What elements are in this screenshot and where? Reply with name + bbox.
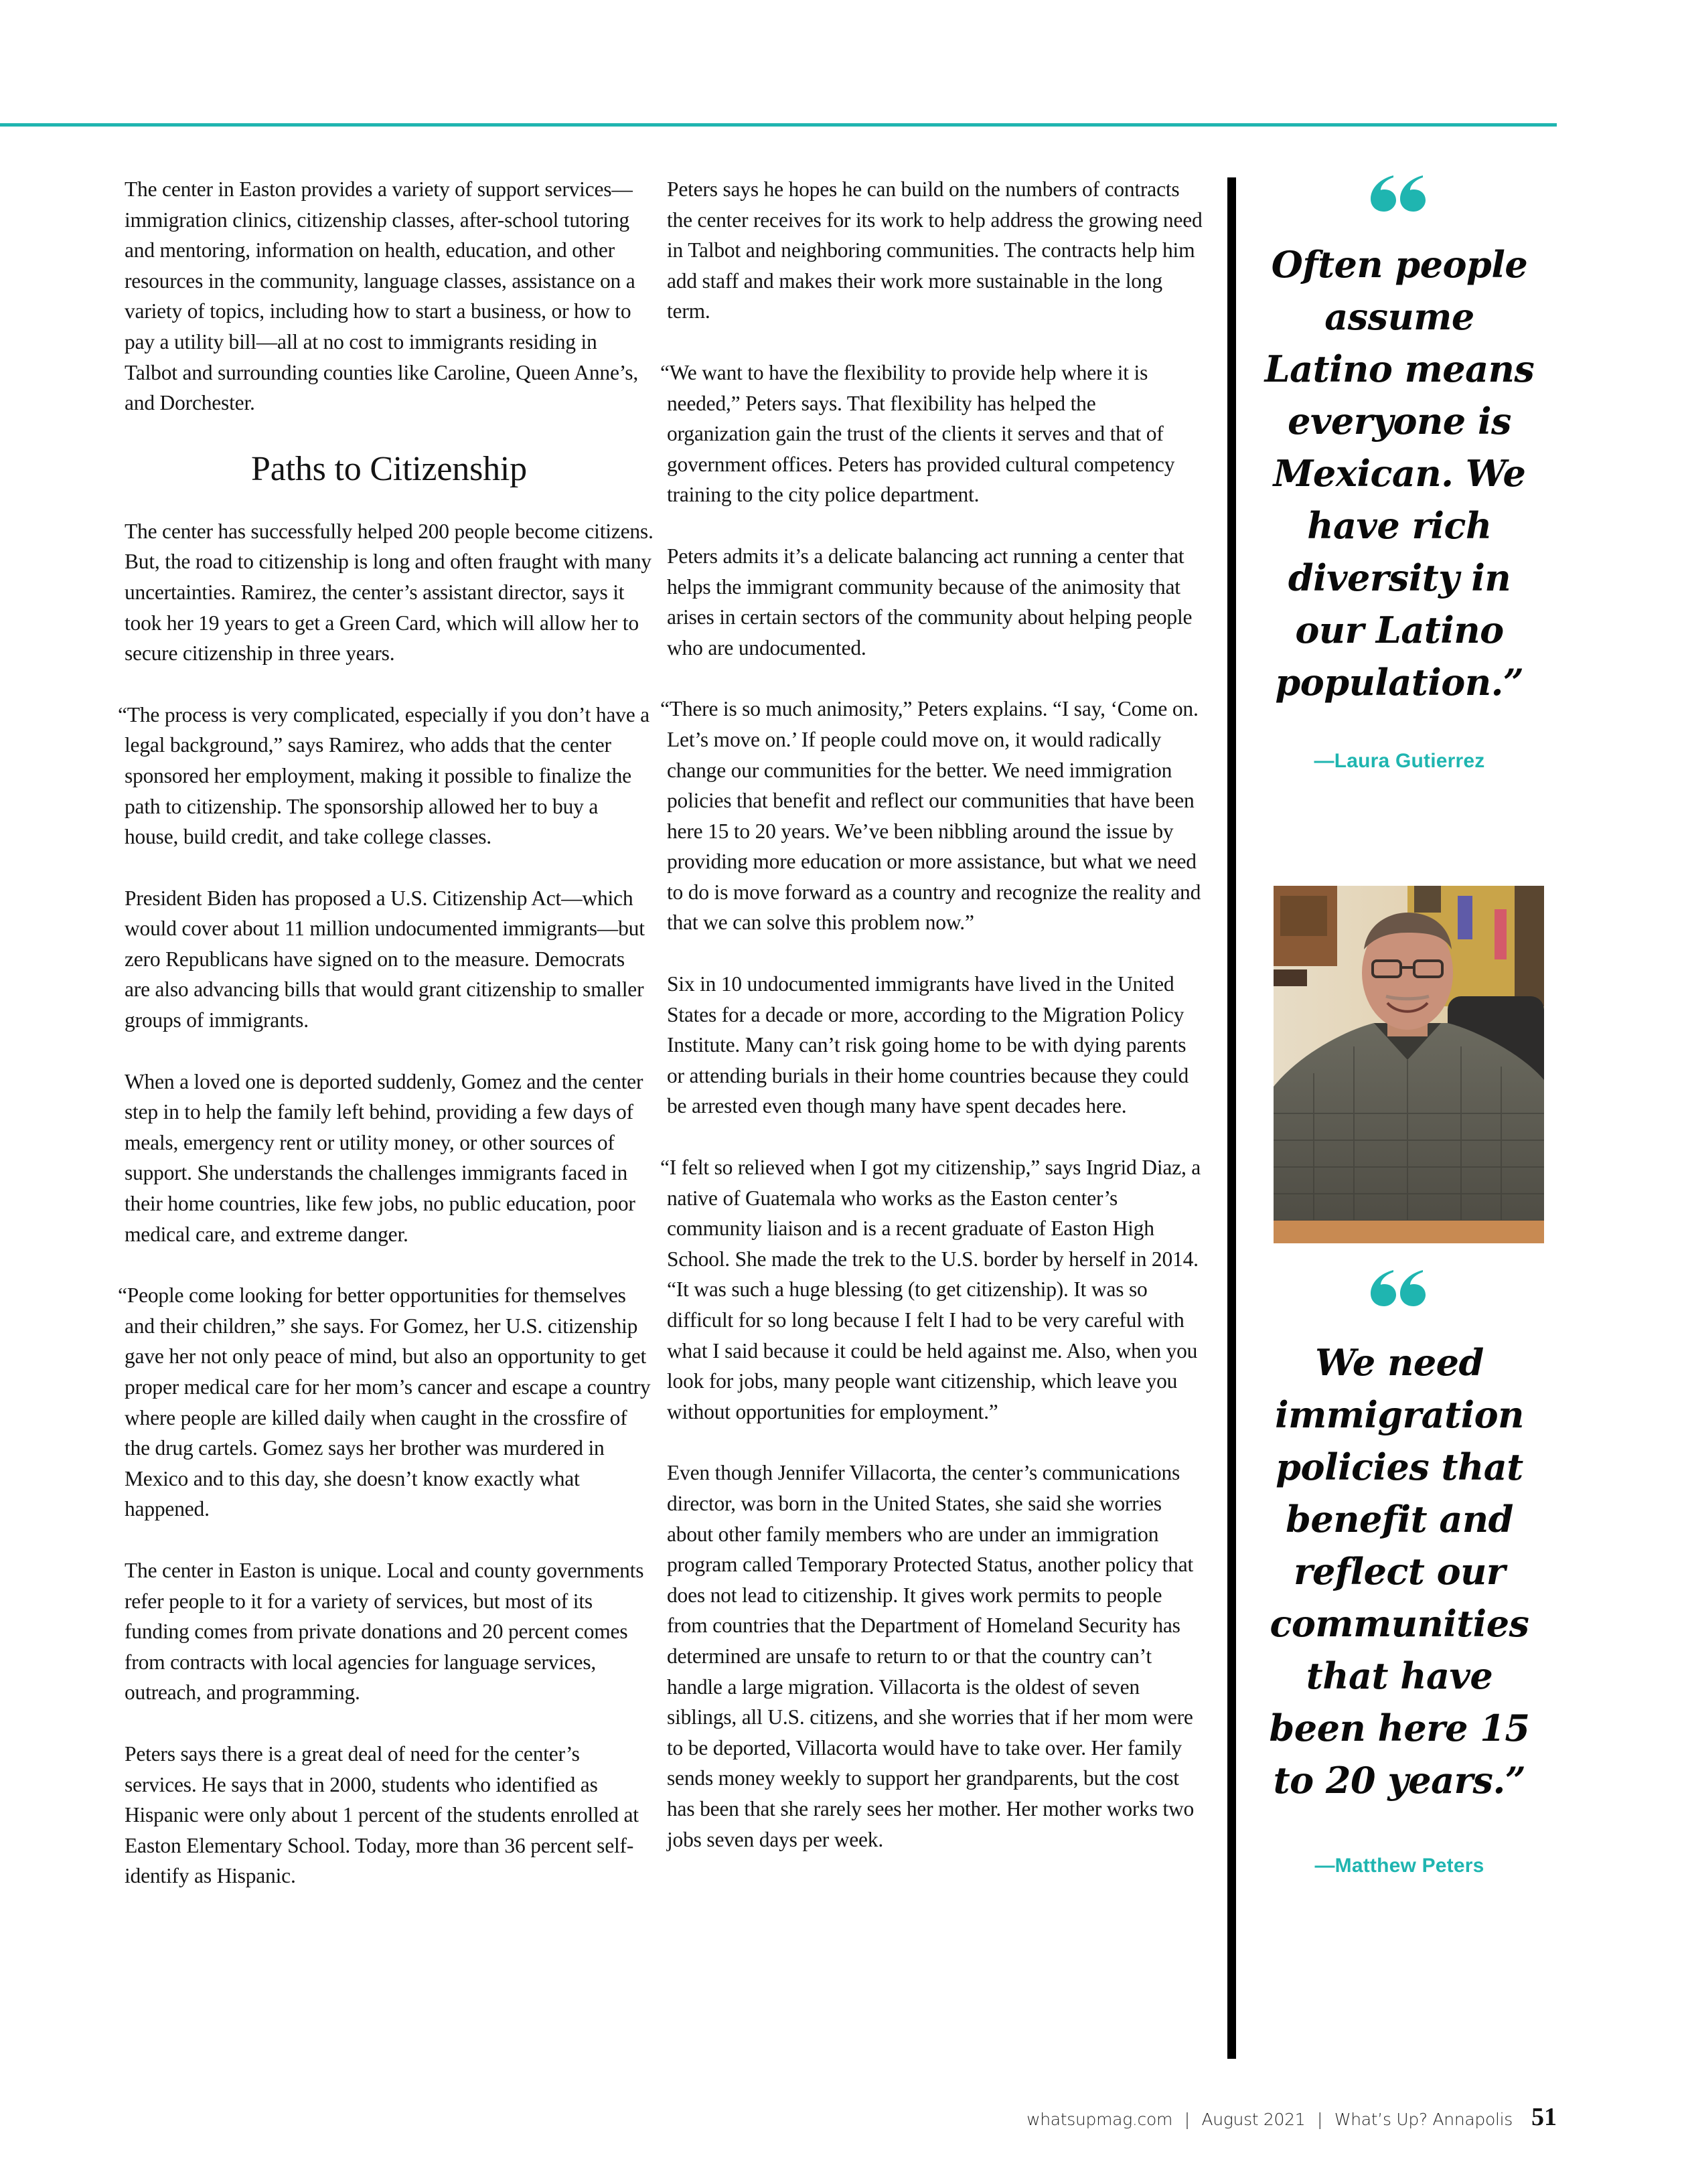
quote-mark-icon (1369, 1270, 1430, 1306)
footer-separator: | (1317, 2110, 1323, 2129)
pullquote-peters (1252, 1270, 1547, 1877)
body-paragraph: President Biden has proposed a U.S. Citizenship Act—which would cover about 11 million undocumented immigrants—but zero Republicans have signed on to the measure. Democrats are also advancing bills that would grant citizenship to smaller groups of immigrants. (125, 886, 645, 1032)
page-footer (1026, 2102, 1557, 2132)
body-paragraph: Six in 10 undocumented immigrants have lived in the United States for a decade or more, according to the Migration Policy Institute. Many can’t risk going home to be with dying parents or attending burials in their home countries because they could be arrested even though many have spent decades here. (667, 972, 1189, 1118)
pullquote-line: reflect our (1294, 1550, 1505, 1593)
body-paragraph: The center has successfully helped 200 people become citizens. But, the road to citizenship is long and often fraught with many uncertainties. Ramirez, the center’s assistant director, says it took her 19 years to get a Green Card, which will allow her to secure citizenship in three years. (125, 519, 654, 666)
body-paragraph: “We want to have the flexibility to provide help where it is needed,” Peters says. That flexibility has helped the organization gain the trust of the clients it serves and that of government offices. Peters has provided cultural competency training to the city police department. (660, 360, 1175, 507)
body-paragraph: “The process is very complicated, especially if you don’t have a legal background,” says Ramirez, who adds that the center sponsored her employment, making it possible to finalize the path to citizenship. The sponsorship allowed her to buy a house, build credit, and take college classes. (118, 702, 649, 849)
footer-folio (1026, 2110, 1513, 2129)
top-accent-rule (0, 123, 1557, 127)
portrait-photo-illustration (1274, 886, 1544, 1243)
pullquote-line: to 20 years.” (1273, 1759, 1526, 1802)
footer-separator: | (1184, 2110, 1190, 2129)
page-number: 51 (1531, 2103, 1557, 2131)
pullquote-text (1252, 238, 1547, 708)
pullquote-line: diversity in (1288, 556, 1511, 599)
quote-mark-icon (1369, 175, 1430, 212)
pullquote-line: been here 15 (1269, 1707, 1530, 1749)
pullquote-line: Latino means (1264, 347, 1535, 390)
pullquote-text (1252, 1336, 1547, 1806)
pullquote-line: our Latino (1295, 609, 1504, 651)
article-column-left (118, 174, 654, 1922)
pullquote-line: immigration (1275, 1393, 1524, 1436)
body-paragraph: Peters says he hopes he can build on the numbers of contracts the center receives for its work to help address the growing need in Talbot and neighboring communities. The contracts help him add staff and makes their work more sustainable in the long term. (667, 177, 1203, 323)
body-paragraph: Even though Jennifer Villacorta, the center’s communications director, was born in the United States, she said she worries about other family members who are under an immigration program called Temporary Protected Status, another policy that does not lead to citizenship. It gives work permits to people from countries that the Department of Homeland Security has determined are unsafe to return to or that the country can’t handle a large migration. Villacorta is the oldest of seven siblings, all U.S. citizens, and she worries that if her mom were to be deported, Villacorta would have to take over. Her family sends money weekly to support her grandparents, but the cost has been that she rarely sees her mother. Her mother works two jobs seven days per week. (667, 1461, 1195, 1851)
pullquote-line: everyone is (1288, 400, 1511, 443)
pullquote-line: population.” (1275, 661, 1524, 704)
body-paragraph: “There is so much animosity,” Peters explains. “I say, ‘Come on. Let’s move on.’ If people could move on, it would radically change our communities for the better. We need immigration policies that benefit and reflect our communities that have been here 15 to 20 years. We’ve been nibbling around the issue by providing more education or more assistance, but what we need to do is move forward as a country and recognize the reality and that we can solve this problem now.” (660, 697, 1201, 935)
pullquote-line: have rich (1307, 504, 1492, 547)
footer-issue-date: August 2021 (1201, 2110, 1306, 2129)
body-paragraph: When a loved one is deported suddenly, Gomez and the center step in to help the family left behind, providing a few days of meals, emergency rent or utility money, or other sources of support. She understands the challenges immigrants faced in their home countries, like few jobs, no public education, poor medical care, and extreme danger. (125, 1069, 643, 1246)
pullquote-line: Mexican. We (1273, 452, 1526, 495)
pullquote-line: assume (1324, 295, 1474, 338)
pullquote-line: that have (1306, 1654, 1493, 1697)
section-subheading: Paths to Citizenship (250, 449, 527, 488)
footer-publication-name: What’s Up? Annapolis (1334, 2110, 1513, 2129)
sidebar-divider-bar (1227, 177, 1236, 2059)
pullquote-line: Often people (1271, 243, 1528, 286)
body-paragraph: “I felt so relieved when I got my citizenship,” says Ingrid Diaz, a native of Guatemala who works as the Easton center’s community liaison and is a recent graduate of Easton High School. She made the trek to the U.S. border by herself in 2014. “It was such a huge blessing (to get citizenship). It was so difficult for so long because I felt I had to be very careful with what I said because it could be held against me. Also, when you look for jobs, many people want citizenship, which leave you without opportunities for employment.” (660, 1156, 1201, 1423)
article-column-middle (660, 174, 1203, 1885)
body-paragraph: Peters admits it’s a delicate balancing act running a center that helps the immigrant community because of the animosity that arises in certain sectors of the community about helping people who are undocumented. (667, 544, 1193, 659)
footer-website-link[interactable]: whatsupmag.com (1026, 2110, 1173, 2129)
body-paragraph: The center in Easton is unique. Local and county governments refer people to it for a variety of services, but most of its funding comes from private donations and 20 percent comes from contracts with local agencies for language services, outreach, and programming. (125, 1558, 644, 1705)
pullquote-attribution: —Matthew Peters (1314, 1855, 1484, 1877)
body-paragraph: “People come looking for better opportunities for themselves and their children,” she says. For Gomez, her U.S. citizenship gave her not only peace of mind, but also an opportunity to get proper medical care for her mom’s cancer and escape a country where people are killed daily when caught in the crossfire of the drug cartels. Gomez says her brother was murdered in Mexico and to this day, she doesn’t know exactly what happened. (118, 1283, 651, 1521)
body-paragraph: Peters says there is a great deal of need for the center’s services. He says that in 2000, students who identified as Hispanic were only about 1 percent of the students enrolled at Easton Elementary School. Today, more than 36 percent self-identify as Hispanic. (125, 1741, 639, 1888)
pullquote-line: policies that (1276, 1446, 1523, 1488)
pullquote-line: communities (1270, 1602, 1529, 1645)
body-paragraph: The center in Easton provides a variety of support services—immigration clinics, citizenship classes, after-school tutoring and mentoring, information on health, education, and other resources in the community, language classes, assistance on a variety of topics, including how to start a business, or how to pay a utility bill—all at no cost to immigrants residing in Talbot and surrounding counties like Caroline, Queen Anne’s, and Dorchester. (125, 177, 639, 415)
pullquote-line: We need (1315, 1341, 1484, 1384)
pullquote-attribution: —Laura Gutierrez (1314, 750, 1485, 772)
pullquote-line: benefit and (1286, 1498, 1513, 1541)
portrait-photo (1274, 886, 1544, 1243)
pullquote-gutierrez (1252, 175, 1547, 773)
